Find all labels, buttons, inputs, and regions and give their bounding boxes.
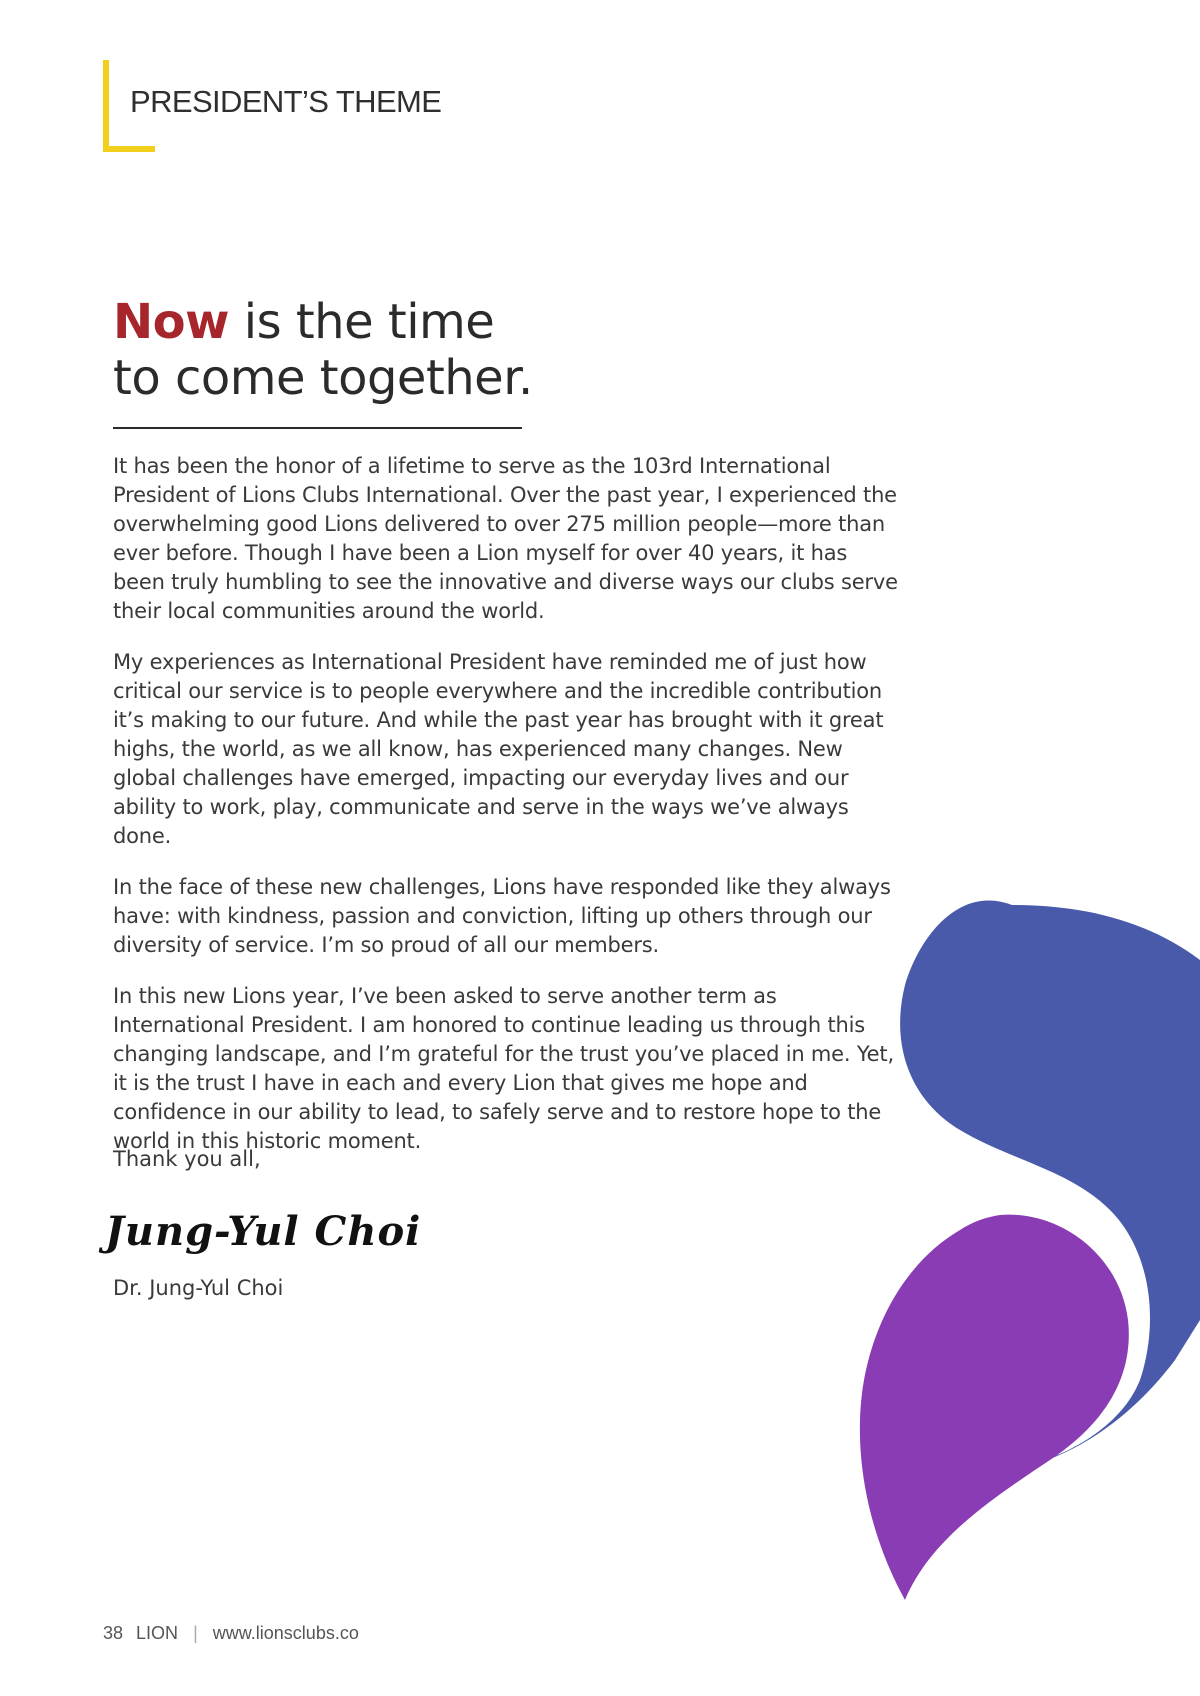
sign-off: Thank you all, [113, 1147, 261, 1171]
purple-comma-shape [860, 1215, 1129, 1600]
page-footer [103, 1623, 359, 1644]
footer-separator: | [193, 1623, 198, 1643]
headline-line-1-rest: is the time [229, 294, 495, 350]
magazine-name: LION [136, 1623, 179, 1643]
headline-line-2: to come together. [113, 350, 533, 406]
paragraph-1: It has been the honor of a lifetime to serve as the 103rd International President of Lions Clubs International. Over the past year, I experienced the overwhelming good Lions delivered to over 275 million people—more than ever before. Though I have been a Lion myself for over 40 years, it has been truly humbling to see the innovative and diverse ways our clubs serve their local communities around the world. [113, 454, 898, 623]
headline-accent-word: Now [113, 294, 229, 350]
signature: Jung-Yul Choi [105, 1208, 422, 1255]
printed-name: Dr. Jung-Yul Choi [113, 1276, 284, 1300]
paragraph-2: My experiences as International President have reminded me of just how critical our service is to people everywhere and the incredible contribution it’s making to our future. And while the past year has brought with it great highs, the world, as we all know, has experienced many changes. New global challenges have emerged, impacting our everyday lives and our ability to work, play, communicate and serve in the ways we’ve always done. [113, 650, 884, 848]
website-link[interactable]: www.lionsclubs.co [212, 1623, 359, 1643]
page-number: 38 [103, 1623, 124, 1643]
paragraph-4: In this new Lions year, I’ve been asked to serve another term as International President. I am honored to continue leading us through this changing landscape, and I’m grateful for the trust you’ve placed in me. Yet, it is the trust I have in each and every Lion that gives me hope and confidence in our ability to lead, to safely serve and to restore hope to the world in this historic moment. [113, 984, 894, 1153]
section-title: PRESIDENT’S THEME [130, 84, 442, 119]
paragraph-3: In the face of these new challenges, Lions have responded like they always have: with kindness, passion and conviction, lifting up others through our diversity of service. I’m so proud of all our members. [113, 875, 891, 957]
